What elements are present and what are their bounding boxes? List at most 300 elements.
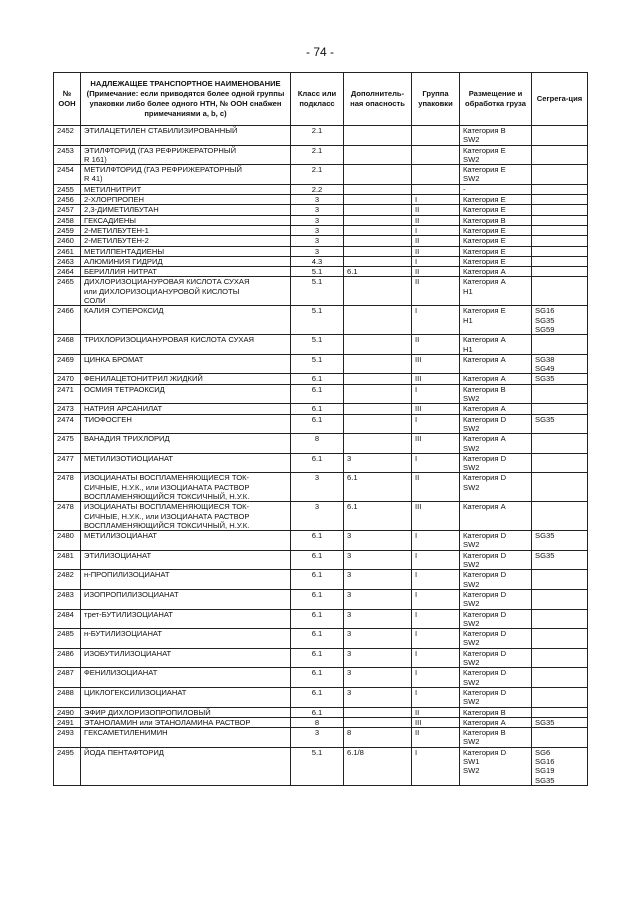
un-number-cell: 2480 [54,531,81,551]
stowage-line: Категория D [463,531,507,541]
shipping-name-cell [81,246,291,256]
subsidiary-risk-cell [344,145,412,165]
dangerous-goods-table [53,72,588,786]
segregation-cell [532,236,588,246]
segregation-line: SG6 [535,747,551,757]
shipping-name-line: КАЛИЯ СУПЕРОКСИД [84,306,164,316]
table-row [54,165,588,185]
stowage-line: H1 [463,344,473,354]
stowage-line: Категория E [463,225,506,235]
subsidiary-risk-cell [344,335,412,355]
stowage-line: Категория B [463,384,506,394]
shipping-name-cell [81,384,291,404]
table-row [54,414,588,434]
table-row [54,267,588,277]
subsidiary-risk-cell [344,225,412,235]
stowage-line: Категория A [463,404,506,414]
shipping-name-cell [81,570,291,590]
shipping-name-cell [81,453,291,473]
shipping-name-line: СИЧНЫЕ, Н.У.К., или ИЗОЦИАНАТА РАСТВОР [84,482,250,492]
packing-group-cell: II [412,267,460,277]
table-header-row [54,73,588,126]
shipping-name-line: 2-ХЛОРПРОПЕН [84,195,145,205]
table-row [54,728,588,748]
class-cell: 3 [291,728,344,748]
table-row [54,236,588,246]
table-row [54,434,588,454]
segregation-line: SG35 [535,315,555,325]
stowage-line: Категория E [463,195,506,205]
packing-group-cell: I [412,609,460,629]
shipping-name-line: н-БУТИЛИЗОЦИАНАТ [84,629,163,639]
packing-group-cell: II [412,473,460,502]
shipping-name-cell [81,236,291,246]
subsidiary-risk-cell [344,707,412,717]
stowage-cell [460,747,532,785]
un-number-cell: 2457 [54,205,81,215]
stowage-line: Категория E [463,246,506,256]
shipping-name-line: ЙОДА ПЕНТАФТОРИД [84,747,164,757]
shipping-name-line: ГЕКСАДИЕНЫ [84,215,137,225]
shipping-name-line: МЕТИЛНИТРИТ [84,184,142,194]
stowage-cell [460,589,532,609]
stowage-cell [460,354,532,374]
segregation-cell [532,717,588,727]
segregation-cell [532,629,588,649]
subsidiary-risk-cell [344,246,412,256]
packing-group-cell: II [412,707,460,717]
class-cell: 3 [291,236,344,246]
subsidiary-risk-cell [344,184,412,194]
stowage-cell [460,550,532,570]
packing-group-cell: III [412,502,460,531]
segregation-cell [532,215,588,225]
stowage-cell [460,687,532,707]
class-cell: 6.1 [291,629,344,649]
shipping-name-line: ГЕКСАМЕТИЛЕНИМИН [84,728,168,738]
class-cell: 3 [291,225,344,235]
segregation-cell [532,145,588,165]
packing-group-cell: I [412,550,460,570]
un-number-cell: 2468 [54,335,81,355]
stowage-line: Категория E [463,205,506,215]
shipping-name-cell [81,531,291,551]
stowage-line: Категория D [463,629,507,639]
class-cell: 6.1 [291,707,344,717]
shipping-name-line: ВОСПЛАМЕНЯЮЩИЙСЯ ТОКСИЧНЫЙ, Н.У.К. [84,491,250,501]
stowage-cell [460,434,532,454]
table-row [54,717,588,727]
table-row [54,648,588,668]
table-row [54,707,588,717]
stowage-line: SW2 [463,174,480,184]
subsidiary-risk-cell [344,205,412,215]
stowage-cell [460,609,532,629]
table-row [54,374,588,384]
header-un-number: № ООН [54,73,81,126]
segregation-cell [532,609,588,629]
stowage-line: SW2 [463,766,480,776]
class-cell: 6.1 [291,570,344,590]
stowage-line: SW2 [463,423,480,433]
segregation-cell [532,747,588,785]
class-cell: 2.1 [291,126,344,146]
class-cell: 6.1 [291,374,344,384]
segregation-cell [532,354,588,374]
subsidiary-risk-cell [344,277,412,306]
un-number-cell: 2475 [54,434,81,454]
segregation-cell [532,126,588,146]
stowage-cell [460,277,532,306]
segregation-cell [532,707,588,717]
stowage-line: SW2 [463,394,480,404]
un-number-cell: 2463 [54,256,81,266]
packing-group-cell: I [412,747,460,785]
subsidiary-risk-cell: 8 [344,728,412,748]
shipping-name-line: 2-МЕТИЛБУТЕН-2 [84,236,149,246]
class-cell: 6.1 [291,404,344,414]
shipping-name-cell [81,687,291,707]
stowage-line: SW2 [463,482,480,492]
stowage-line: Категория D [463,747,507,757]
shipping-name-cell [81,502,291,531]
shipping-name-cell [81,277,291,306]
class-cell: 6.1 [291,609,344,629]
shipping-name-cell [81,184,291,194]
packing-group-cell: I [412,531,460,551]
subsidiary-risk-cell: 6.1 [344,267,412,277]
un-number-cell: 2483 [54,589,81,609]
segregation-cell [532,550,588,570]
class-cell: 6.1 [291,589,344,609]
stowage-cell [460,335,532,355]
class-cell: 3 [291,195,344,205]
stowage-line: Категория D [463,570,507,580]
segregation-line: SG35 [535,717,555,727]
class-cell: 6.1 [291,414,344,434]
shipping-name-line: СОЛИ [84,296,106,306]
shipping-name-line: н-ПРОПИЛИЗОЦИАНАТ [84,570,170,580]
stowage-line: Категория D [463,473,507,483]
stowage-line: Категория A [463,374,506,384]
table-row [54,609,588,629]
shipping-name-cell [81,335,291,355]
segregation-cell [532,473,588,502]
table-row [54,570,588,590]
class-cell: 2.2 [291,184,344,194]
shipping-name-line: ДИХЛОРИЗОЦИАНУРОВАЯ КИСЛОТА СУХАЯ [84,277,250,287]
shipping-name-cell [81,126,291,146]
subsidiary-risk-cell: 3 [344,550,412,570]
shipping-name-line: ИЗОЦИАНАТЫ ВОСПЛАМЕНЯЮЩИЕСЯ ТОК- [84,473,250,483]
shipping-name-cell [81,473,291,502]
stowage-cell [460,145,532,165]
un-number-cell: 2486 [54,648,81,668]
subsidiary-risk-cell: 6.1/8 [344,747,412,785]
subsidiary-risk-cell: 3 [344,648,412,668]
subsidiary-risk-cell: 3 [344,687,412,707]
segregation-cell [532,277,588,306]
shipping-name-cell [81,205,291,215]
stowage-line: Категория D [463,550,507,560]
shipping-name-cell [81,414,291,434]
stowage-cell [460,414,532,434]
un-number-cell: 2474 [54,414,81,434]
header-stowage: Размещение и обработка груза [460,73,532,126]
subsidiary-risk-cell [344,434,412,454]
un-number-cell: 2481 [54,550,81,570]
stowage-line: Категория E [463,145,506,155]
un-number-cell: 2461 [54,246,81,256]
table-row [54,277,588,306]
segregation-cell [532,225,588,235]
packing-group-cell [412,165,460,185]
subsidiary-risk-cell: 3 [344,453,412,473]
shipping-name-line: МЕТИЛПЕНТАДИЕНЫ [84,246,165,256]
shipping-name-line: ВАНАДИЯ ТРИХЛОРИД [84,434,170,444]
stowage-line: SW2 [463,540,480,550]
stowage-line: SW2 [463,135,480,145]
packing-group-cell: III [412,404,460,414]
shipping-name-line: трет-БУТИЛИЗОЦИАНАТ [84,609,173,619]
stowage-line: Категория D [463,453,507,463]
stowage-cell [460,668,532,688]
class-cell: 5.1 [291,335,344,355]
un-number-cell: 2471 [54,384,81,404]
segregation-cell [532,434,588,454]
shipping-name-cell [81,609,291,629]
shipping-name-line: БЕРИЛЛИЯ НИТРАТ [84,267,157,277]
un-number-cell: 2485 [54,629,81,649]
segregation-cell [532,453,588,473]
shipping-name-cell [81,550,291,570]
stowage-cell [460,195,532,205]
segregation-cell [532,165,588,185]
shipping-name-line: ЭТИЛАЦЕТИЛЕН СТАБИЛИЗИРОВАННЫЙ [84,126,238,135]
stowage-line: Категория B [463,707,506,717]
packing-group-cell: I [412,589,460,609]
segregation-cell [532,570,588,590]
un-number-cell: 2482 [54,570,81,590]
packing-group-cell: II [412,335,460,355]
segregation-cell [532,195,588,205]
shipping-name-line: R 161) [84,154,107,164]
segregation-cell [532,728,588,748]
packing-group-cell: I [412,648,460,668]
un-number-cell: 2495 [54,747,81,785]
class-cell: 3 [291,502,344,531]
subsidiary-risk-cell [344,414,412,434]
stowage-line: SW2 [463,463,480,473]
packing-group-cell: I [412,453,460,473]
table-row [54,306,588,335]
segregation-cell [532,246,588,256]
stowage-line: Категория E [463,256,506,266]
stowage-line: SW2 [463,579,480,589]
subsidiary-risk-cell: 3 [344,570,412,590]
header-class: Класс или подкласс [291,73,344,126]
shipping-name-cell [81,306,291,335]
stowage-cell [460,165,532,185]
stowage-line: Категория E [463,306,506,316]
subsidiary-risk-cell [344,404,412,414]
stowage-line: SW2 [463,638,480,648]
stowage-line: Категория A [463,717,506,727]
table-row [54,629,588,649]
segregation-line: SG19 [535,766,555,776]
stowage-line: Категория A [463,434,506,444]
shipping-name-cell [81,354,291,374]
stowage-cell [460,648,532,668]
shipping-name-line: или ДИХЛОРИЗОЦИАНУРОВОЙ КИСЛОТЫ [84,286,240,296]
packing-group-cell: II [412,277,460,306]
table-row [54,747,588,785]
shipping-name-line: МЕТИЛИЗОТИОЦИАНАТ [84,453,174,463]
shipping-name-line: ВОСПЛАМЕНЯЮЩИЙСЯ ТОКСИЧНЫЙ, Н.У.К. [84,520,250,530]
segregation-line: SG35 [535,531,555,541]
shipping-name-line: МЕТИЛИЗОЦИАНАТ [84,531,158,541]
stowage-line: H1 [463,315,473,325]
segregation-cell [532,648,588,668]
shipping-name-line: ЭФИР ДИХЛОРИЗОПРОПИЛОВЫЙ [84,707,211,717]
packing-group-cell: II [412,215,460,225]
packing-group-cell: II [412,236,460,246]
un-number-cell: 2470 [54,374,81,384]
stowage-line: Категория E [463,165,506,175]
segregation-line: SG35 [535,414,555,424]
shipping-name-cell [81,717,291,727]
packing-group-cell: I [412,629,460,649]
segregation-cell [532,256,588,266]
un-number-cell: 2473 [54,404,81,414]
subsidiary-risk-cell: 3 [344,668,412,688]
shipping-name-cell [81,267,291,277]
segregation-cell [532,384,588,404]
segregation-cell [532,335,588,355]
subsidiary-risk-cell [344,384,412,404]
subsidiary-risk-cell: 3 [344,629,412,649]
segregation-cell [532,205,588,215]
stowage-line: Категория D [463,609,507,619]
class-cell: 6.1 [291,384,344,404]
table-row [54,205,588,215]
stowage-cell [460,707,532,717]
stowage-cell [460,267,532,277]
packing-group-cell: II [412,728,460,748]
subsidiary-risk-cell [344,306,412,335]
stowage-line: Категория D [463,687,507,697]
page-number: - 74 - [305,45,334,59]
subsidiary-risk-cell [344,215,412,225]
stowage-cell [460,184,532,194]
table-row [54,550,588,570]
packing-group-cell: III [412,354,460,374]
un-number-cell: 2456 [54,195,81,205]
stowage-cell [460,225,532,235]
class-cell: 8 [291,717,344,727]
stowage-cell [460,453,532,473]
stowage-cell [460,256,532,266]
packing-group-cell: III [412,374,460,384]
stowage-line: SW2 [463,677,480,687]
stowage-cell [460,126,532,146]
segregation-line: SG38 [535,354,555,364]
stowage-line: Категория E [463,236,506,246]
shipping-name-cell [81,374,291,384]
packing-group-cell: I [412,414,460,434]
un-number-cell: 2493 [54,728,81,748]
packing-group-cell: I [412,668,460,688]
stowage-line: SW2 [463,599,480,609]
un-number-cell: 2460 [54,236,81,246]
stowage-line: Категория A [463,335,506,345]
shipping-name-line: R 41) [84,174,103,184]
stowage-line: Категория D [463,648,507,658]
table-row [54,531,588,551]
segregation-cell [532,404,588,414]
shipping-name-line: МЕТИЛФТОРИД (ГАЗ РЕФРИЖЕРАТОРНЫЙ [84,165,242,175]
stowage-line: SW1 [463,757,480,766]
table-row [54,473,588,502]
shipping-name-line: ИЗОЦИАНАТЫ ВОСПЛАМЕНЯЮЩИЕСЯ ТОК- [84,502,250,512]
shipping-name-cell [81,629,291,649]
un-number-cell: 2491 [54,717,81,727]
segregation-cell [532,306,588,335]
shipping-name-cell [81,195,291,205]
segregation-cell [532,531,588,551]
table-row [54,589,588,609]
subsidiary-risk-cell [344,236,412,246]
packing-group-cell: III [412,717,460,727]
header-segregation: Сегрега-ция [532,73,588,126]
shipping-name-line: ФЕНИЛИЗОЦИАНАТ [84,668,158,678]
class-cell: 5.1 [291,277,344,306]
shipping-name-line: ЭТАНОЛАМИН или ЭТАНОЛАМИНА РАСТВОР [84,717,251,727]
stowage-cell [460,728,532,748]
class-cell: 3 [291,473,344,502]
stowage-cell [460,629,532,649]
subsidiary-risk-cell [344,717,412,727]
subsidiary-risk-cell [344,165,412,185]
stowage-line: Категория A [463,267,506,277]
stowage-line: SW2 [463,737,480,747]
subsidiary-risk-cell: 6.1 [344,473,412,502]
un-number-cell: 2488 [54,687,81,707]
segregation-line: SG35 [535,775,555,785]
segregation-cell [532,502,588,531]
stowage-line: SW2 [463,560,480,570]
class-cell: 6.1 [291,687,344,707]
class-cell: 8 [291,434,344,454]
subsidiary-risk-cell [344,354,412,374]
shipping-name-line: ЭТИЛИЗОЦИАНАТ [84,550,152,560]
un-number-cell: 2478 [54,473,81,502]
packing-group-cell: I [412,225,460,235]
subsidiary-risk-cell: 3 [344,531,412,551]
un-number-cell: 2455 [54,184,81,194]
shipping-name-line: ФЕНИЛАЦЕТОНИТРИЛ ЖИДКИЙ [84,374,203,384]
stowage-line: Категория B [463,126,506,135]
segregation-cell [532,668,588,688]
shipping-name-cell [81,215,291,225]
shipping-name-line: ИЗОБУТИЛИЗОЦИАНАТ [84,648,172,658]
subsidiary-risk-cell: 6.1 [344,502,412,531]
table-body [54,126,588,786]
un-number-cell: 2459 [54,225,81,235]
table-row [54,384,588,404]
stowage-cell [460,246,532,256]
class-cell: 5.1 [291,306,344,335]
